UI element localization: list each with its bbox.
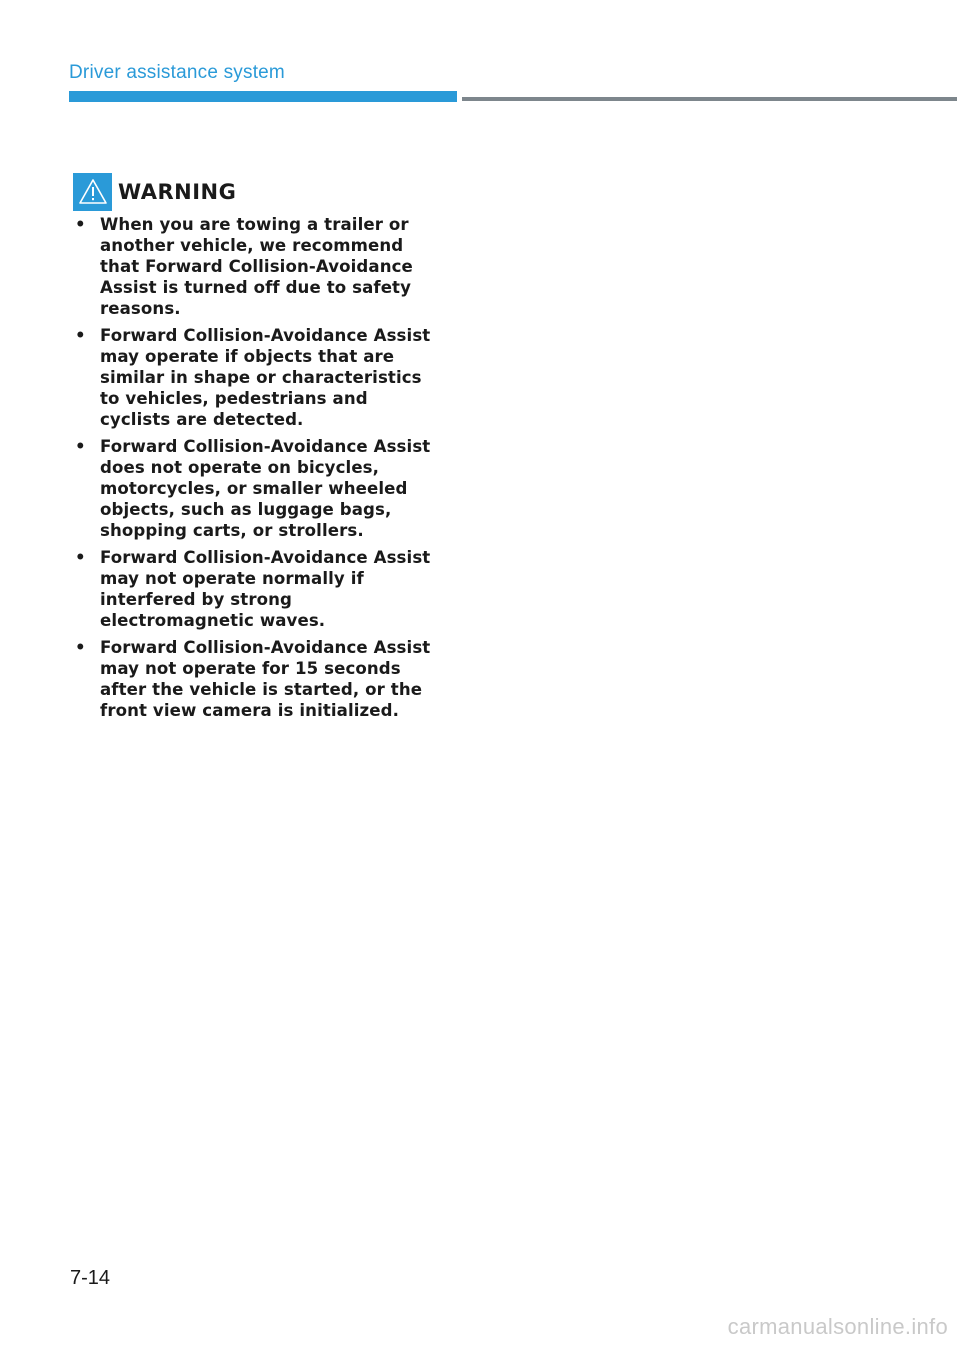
page-number: 7-14 bbox=[70, 1267, 111, 1289]
list-item: • When you are towing a trailer or another vehicle, we recommend that Forward Collision-Avoidance Assist is turned off due to safety reasons. bbox=[75, 215, 413, 318]
warning-item-text: Forward Collision-Avoidance Assist may operate if objects that are similar in shape or characteristics to vehicles, pedestrians and cyclists are detected. bbox=[100, 326, 431, 429]
warning-list bbox=[73, 214, 443, 721]
warning-item-text: Forward Collision-Avoidance Assist may not operate for 15 seconds after the vehicle is started, or the front view camera is initialized. bbox=[100, 638, 431, 720]
watermark: carmanualsonline.info bbox=[727, 1314, 948, 1339]
warning-triangle-icon bbox=[73, 173, 112, 211]
list-item: • Forward Collision-Avoidance Assist may operate if objects that are similar in shape or characteristics to vehicles, pedestrians and cyclists are detected. bbox=[75, 326, 431, 429]
warning-item-text: Forward Collision-Avoidance Assist does not operate on bicycles, motorcycles, or smaller wheeled objects, such as luggage bags, shopping carts, or strollers. bbox=[100, 437, 431, 540]
warning-title: WARNING bbox=[118, 180, 237, 204]
list-item: • Forward Collision-Avoidance Assist does not operate on bicycles, motorcycles, or smaller wheeled objects, such as luggage bags, shopping carts, or strollers. bbox=[75, 437, 431, 540]
warning-item-text: Forward Collision-Avoidance Assist may not operate normally if interfered by strong electromagnetic waves. bbox=[100, 548, 431, 630]
list-item: • Forward Collision-Avoidance Assist may not operate normally if interfered by strong electromagnetic waves. bbox=[75, 548, 431, 630]
section-title: Driver assistance system bbox=[69, 62, 285, 83]
warning-item-text: When you are towing a trailer or another vehicle, we recommend that Forward Collision-Avoidance Assist is turned off due to safety reasons. bbox=[100, 215, 413, 318]
list-item: • Forward Collision-Avoidance Assist may not operate for 15 seconds after the vehicle is started, or the front view camera is initialized. bbox=[75, 638, 431, 720]
warning-box bbox=[73, 172, 443, 727]
header-accent-bar bbox=[69, 91, 457, 102]
warning-heading bbox=[73, 172, 443, 212]
header-rule bbox=[462, 97, 957, 101]
